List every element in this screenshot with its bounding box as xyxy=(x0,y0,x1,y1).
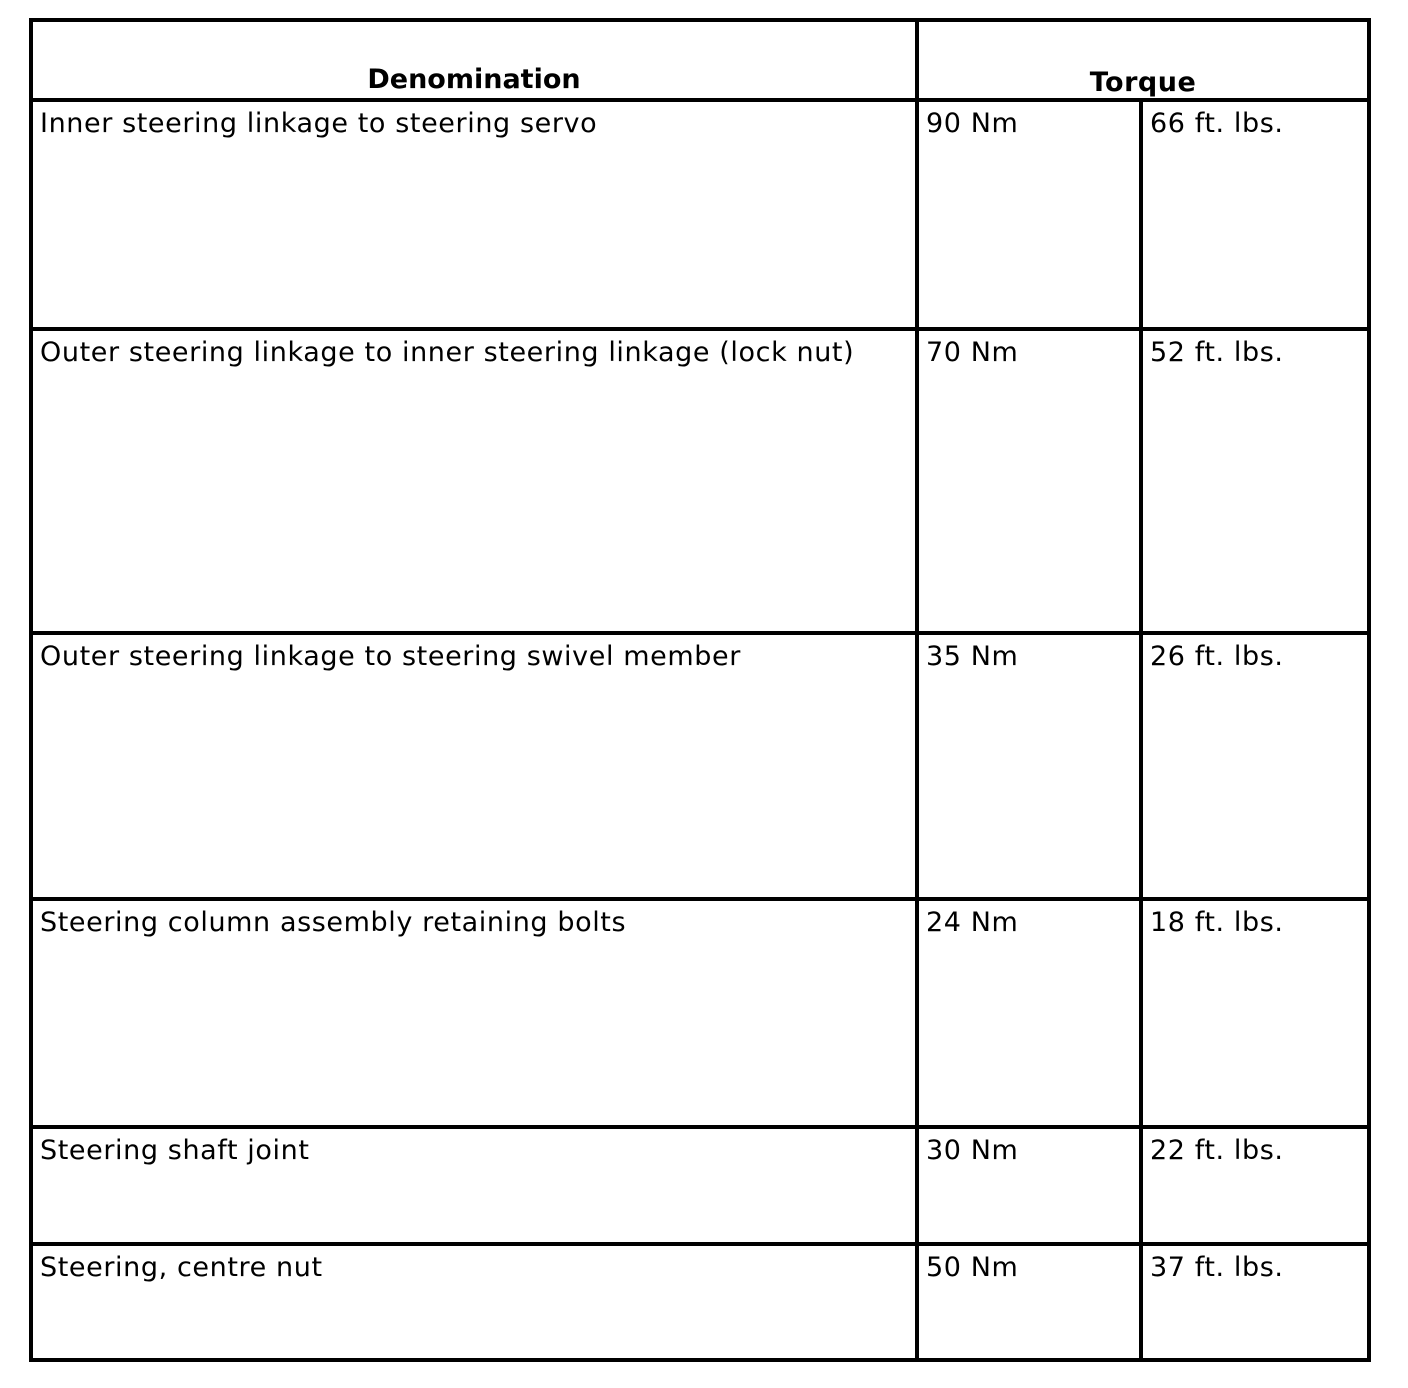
torque-nm-cell: 90 Nm xyxy=(917,100,1141,329)
torque-header-label: Torque xyxy=(1089,67,1197,98)
denomination-cell: Outer steering linkage to steering swivel member xyxy=(31,633,917,899)
torque-header xyxy=(917,20,1369,100)
table-row xyxy=(31,633,1369,899)
torque-ftlbs-cell: 66 ft. lbs. xyxy=(1141,100,1369,329)
denomination-header xyxy=(31,20,917,100)
table-row xyxy=(31,899,1369,1127)
torque-nm-cell: 70 Nm xyxy=(917,329,1141,633)
torque-nm-cell: 35 Nm xyxy=(917,633,1141,899)
torque-specification-table xyxy=(29,18,1371,1362)
denomination-cell: Steering column assembly retaining bolts xyxy=(31,899,917,1127)
denomination-cell: Inner steering linkage to steering servo xyxy=(31,100,917,329)
torque-ftlbs-cell: 37 ft. lbs. xyxy=(1141,1244,1369,1360)
denomination-cell: Outer steering linkage to inner steering linkage (lock nut) xyxy=(31,329,917,633)
table-row xyxy=(31,1244,1369,1360)
torque-ftlbs-cell: 22 ft. lbs. xyxy=(1141,1127,1369,1244)
table-row xyxy=(31,329,1369,633)
table-row xyxy=(31,100,1369,329)
denomination-header-label: Denomination xyxy=(367,64,581,95)
torque-ftlbs-cell: 52 ft. lbs. xyxy=(1141,329,1369,633)
torque-ftlbs-cell: 26 ft. lbs. xyxy=(1141,633,1369,899)
torque-nm-cell: 30 Nm xyxy=(917,1127,1141,1244)
torque-ftlbs-cell: 18 ft. lbs. xyxy=(1141,899,1369,1127)
denomination-cell: Steering, centre nut xyxy=(31,1244,917,1360)
denomination-cell: Steering shaft joint xyxy=(31,1127,917,1244)
torque-nm-cell: 24 Nm xyxy=(917,899,1141,1127)
table-header-row xyxy=(31,20,1369,100)
torque-nm-cell: 50 Nm xyxy=(917,1244,1141,1360)
table-row xyxy=(31,1127,1369,1244)
